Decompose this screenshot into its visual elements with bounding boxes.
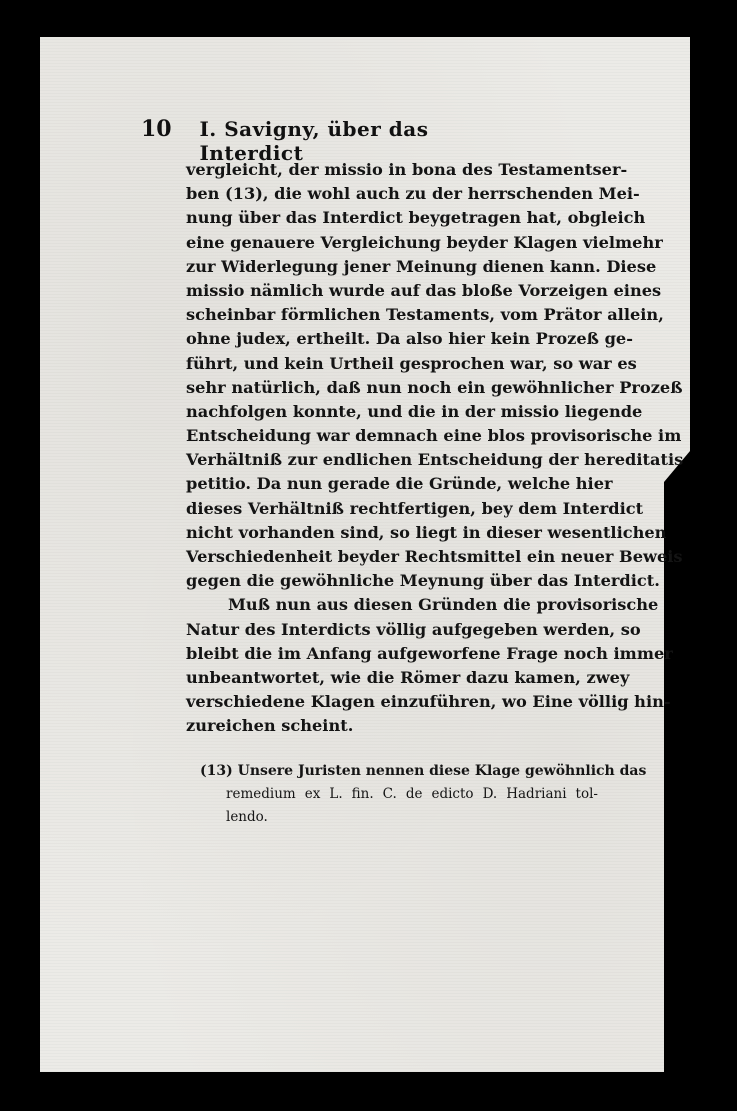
page-number: 10 <box>141 116 172 142</box>
text-line: bleibt die im Anfang aufgeworfene Frage noch immer <box>186 643 673 663</box>
text-line: Natur des Interdicts völlig aufgegeben werden, so <box>186 619 641 639</box>
text-line: scheinbar förmlichen Testaments, vom Prätor allein, <box>186 305 664 325</box>
body-text <box>186 158 684 739</box>
text-line: verschiedene Klagen einzuführen, wo Eine völlig hin- <box>186 692 671 712</box>
text-line: eine genauere Vergleichung beyder Klagen vielmehr <box>186 232 663 252</box>
text-line: führt, und kein Urtheil gesprochen war, so war es <box>186 353 637 373</box>
text-line: gegen die gewöhnliche Meynung über das Interdict. <box>186 571 660 591</box>
running-head: I. Savigny, über das Interdict <box>199 117 429 165</box>
text-line: Entscheidung war demnach eine blos provisorische im <box>186 426 682 446</box>
text-line: petitio. Da nun gerade die Gründe, welche hier <box>186 474 613 494</box>
text-line: unbeantwortet, wie die Römer dazu kamen, zwey <box>186 667 630 687</box>
page-header <box>141 116 531 165</box>
text-line: Verhältniß zur endlichen Entscheidung der hereditatis <box>186 450 684 470</box>
footnote-line: remedium ex L. fin. C. de edicto D. Hadriani tol- <box>226 786 598 802</box>
text-line: ben (13), die wohl auch zu der herrschenden Mei- <box>186 184 640 204</box>
text-line: ohne judex, ertheilt. Da also hier kein Prozeß ge- <box>186 329 633 349</box>
text-line: nung über das Interdict beygetragen hat, obgleich <box>186 208 646 228</box>
text-line: dieses Verhältniß rechtfertigen, bey dem Interdict <box>186 498 644 518</box>
text-line: sehr natürlich, daß nun noch ein gewöhnlicher Prozeß <box>186 377 683 397</box>
footnote-line: lendo. <box>226 809 268 825</box>
text-line: Verschiedenheit beyder Rechtsmittel ein neuer Beweis <box>186 547 683 566</box>
text-line: nachfolgen konnte, und die in der missio liegende <box>186 401 643 421</box>
text-line: missio nämlich wurde auf das bloße Vorzeigen eines <box>186 280 662 300</box>
footnote <box>200 760 647 829</box>
text-line: zur Widerlegung jener Meinung dienen kann. Diese <box>186 256 657 276</box>
text-line: nicht vorhanden sind, so liegt in dieser wesentlichen <box>186 522 667 542</box>
paragraph-start-line: Muß nun aus diesen Gründen die provisorische <box>228 595 659 615</box>
footnote-line: (13) Unsere Juristen nennen diese Klage gewöhnlich das <box>200 763 647 779</box>
text-line: zureichen scheint. <box>186 716 354 736</box>
text-line: vergleicht, der missio in bona des Testamentser- <box>186 160 628 179</box>
